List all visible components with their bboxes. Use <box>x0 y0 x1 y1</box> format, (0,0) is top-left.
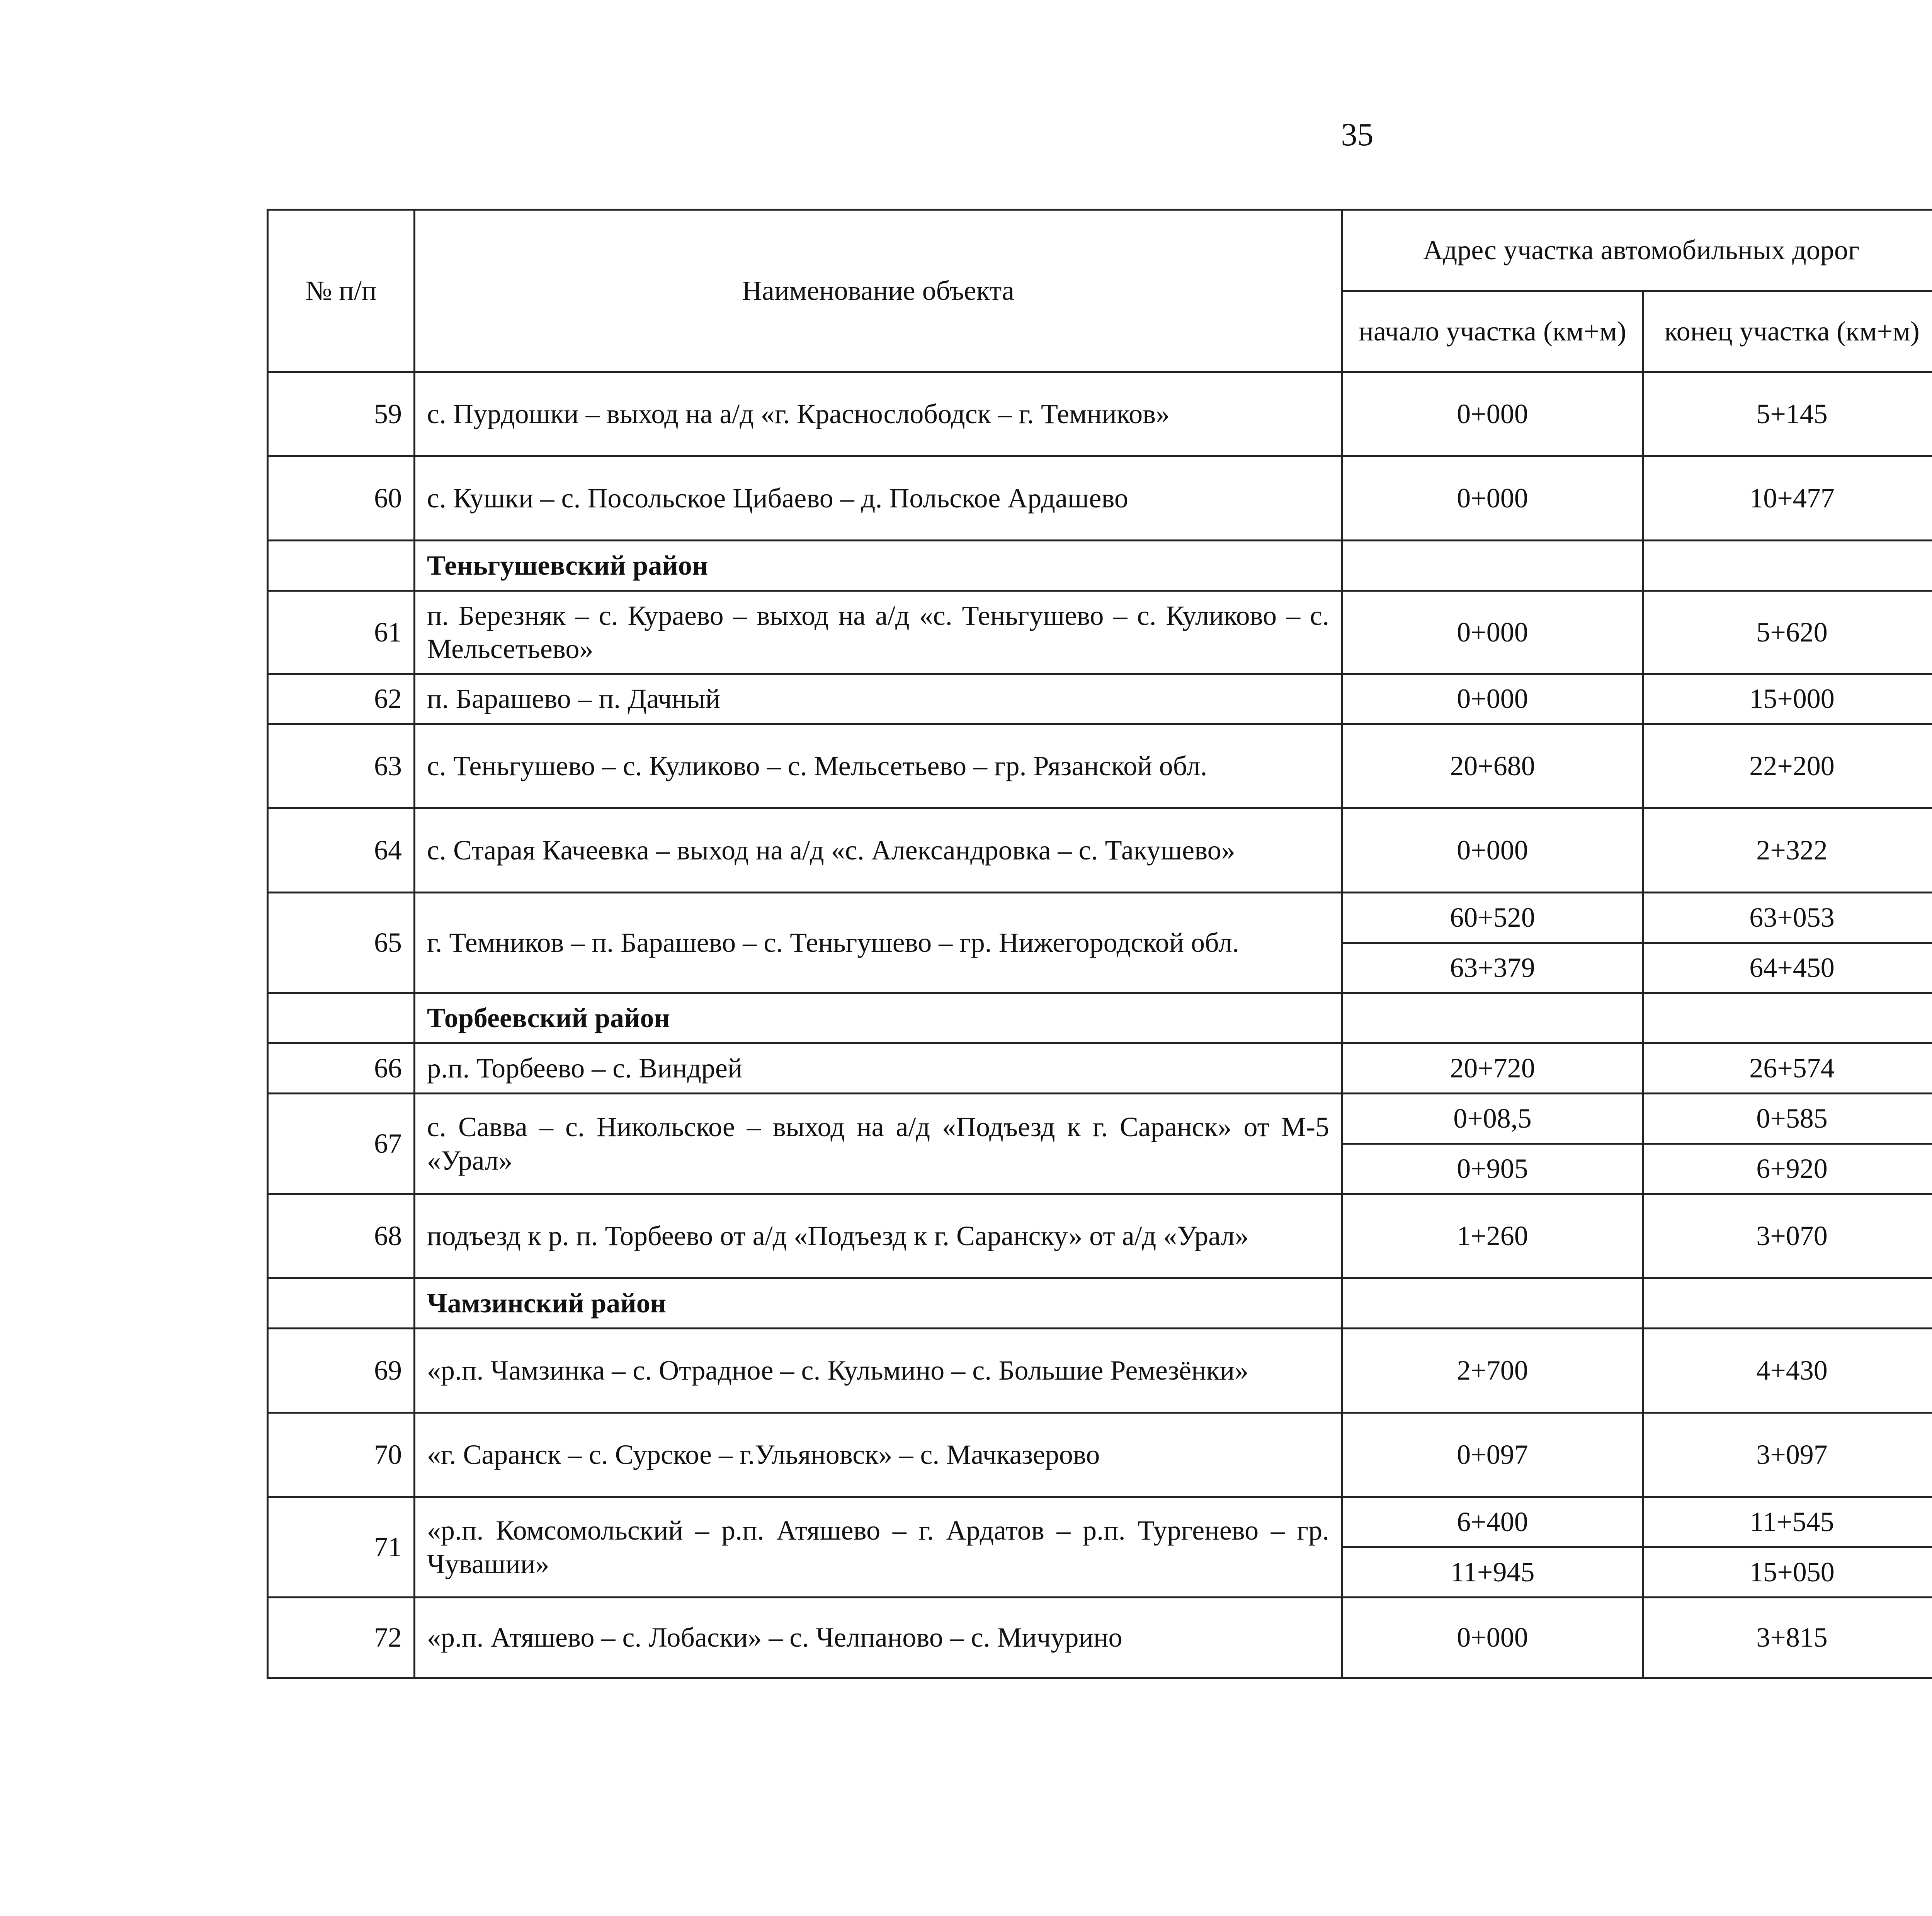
section-end: 4+430 <box>1643 1329 1932 1413</box>
object-name: г. Темников – п. Барашево – с. Теньгушево – гр. Нижегородской обл. <box>415 893 1342 993</box>
object-name: р.п. Торбеево – с. Виндрей <box>415 1043 1342 1094</box>
section-start: 63+379 <box>1342 943 1643 993</box>
object-name: «р.п. Комсомольский – р.п. Атяшево – г. Ардатов – р.п. Тургенево – гр. Чувашии» <box>415 1497 1342 1598</box>
section-end: 2+322 <box>1643 808 1932 893</box>
header-num: № п/п <box>268 210 415 372</box>
row-number: 68 <box>268 1194 415 1278</box>
section-start: 0+000 <box>1342 808 1643 893</box>
table-row <box>268 1043 1932 1094</box>
section-start: 20+680 <box>1342 724 1643 808</box>
row-number: 65 <box>268 893 415 993</box>
section-end: 15+050 <box>1643 1547 1932 1598</box>
district-name: Торбеевский район <box>415 993 1342 1043</box>
object-name: «р.п. Чамзинка – с. Отрадное – с. Кульмино – с. Большие Ремезёнки» <box>415 1329 1342 1413</box>
page-number: 35 <box>1341 117 1374 153</box>
section-start: 11+945 <box>1342 1547 1643 1598</box>
table-row <box>268 456 1932 541</box>
table-row <box>268 1497 1932 1547</box>
table-row <box>268 674 1932 724</box>
section-start: 60+520 <box>1342 893 1643 943</box>
table-row <box>268 1329 1932 1413</box>
roads-table <box>267 209 1932 1679</box>
object-name: п. Барашево – п. Дачный <box>415 674 1342 724</box>
table-row <box>268 1598 1932 1678</box>
object-name: с. Пурдошки – выход на а/д «г. Краснослободск – г. Темников» <box>415 372 1342 456</box>
row-number: 71 <box>268 1497 415 1598</box>
row-number: 69 <box>268 1329 415 1413</box>
header-end: конец участка (км+м) <box>1643 291 1932 372</box>
section-end: 64+450 <box>1643 943 1932 993</box>
object-name: «г. Саранск – с. Сурское – г.Ульяновск» – с. Мачказерово <box>415 1413 1342 1497</box>
section-start: 0+08,5 <box>1342 1094 1643 1144</box>
section-start: 0+000 <box>1342 591 1643 674</box>
table-row <box>268 808 1932 893</box>
section-end: 3+070 <box>1643 1194 1932 1278</box>
row-number: 60 <box>268 456 415 541</box>
section-end: 11+545 <box>1643 1497 1932 1547</box>
row-number: 64 <box>268 808 415 893</box>
row-number: 63 <box>268 724 415 808</box>
row-number: 67 <box>268 1094 415 1194</box>
section-end: 0+585 <box>1643 1094 1932 1144</box>
header-start: начало участка (км+м) <box>1342 291 1643 372</box>
district-name: Чамзинский район <box>415 1278 1342 1329</box>
section-start: 20+720 <box>1342 1043 1643 1094</box>
section-start: 0+000 <box>1342 674 1643 724</box>
table-row <box>268 1094 1932 1144</box>
table-row <box>268 591 1932 674</box>
table-row <box>268 893 1932 943</box>
section-start: 0+000 <box>1342 456 1643 541</box>
object-name: подъезд к р. п. Торбеево от а/д «Подъезд к г. Саранску» от а/д «Урал» <box>415 1194 1342 1278</box>
section-start: 0+097 <box>1342 1413 1643 1497</box>
header-address: Адрес участка автомобильных дорог <box>1342 210 1932 291</box>
district-row <box>268 993 1932 1043</box>
section-start: 2+700 <box>1342 1329 1643 1413</box>
row-number: 59 <box>268 372 415 456</box>
table-row <box>268 724 1932 808</box>
object-name: «р.п. Атяшево – с. Лобаски» – с. Челпаново – с. Мичурино <box>415 1598 1342 1678</box>
table-row <box>268 1194 1932 1278</box>
table-row <box>268 1413 1932 1497</box>
object-name: с. Кушки – с. Посольское Цибаево – д. Польское Ардашево <box>415 456 1342 541</box>
section-start: 1+260 <box>1342 1194 1643 1278</box>
section-end: 5+145 <box>1643 372 1932 456</box>
row-number: 70 <box>268 1413 415 1497</box>
section-end: 5+620 <box>1643 591 1932 674</box>
section-end: 26+574 <box>1643 1043 1932 1094</box>
section-end: 15+000 <box>1643 674 1932 724</box>
section-end: 3+815 <box>1643 1598 1932 1678</box>
section-start: 0+000 <box>1342 372 1643 456</box>
section-end: 3+097 <box>1643 1413 1932 1497</box>
section-end: 63+053 <box>1643 893 1932 943</box>
row-number: 66 <box>268 1043 415 1094</box>
section-end: 22+200 <box>1643 724 1932 808</box>
object-name: с. Старая Качеевка – выход на а/д «с. Александровка – с. Такушево» <box>415 808 1342 893</box>
object-name: п. Березняк – с. Кураево – выход на а/д «с. Теньгушево – с. Куликово – с. Мельсетьево» <box>415 591 1342 674</box>
district-row <box>268 541 1932 591</box>
object-name: с. Савва – с. Никольское – выход на а/д «Подъезд к г. Саранск» от М-5 «Урал» <box>415 1094 1342 1194</box>
table-row <box>268 372 1932 456</box>
section-end: 6+920 <box>1643 1144 1932 1194</box>
district-row <box>268 1278 1932 1329</box>
row-number: 62 <box>268 674 415 724</box>
row-number: 72 <box>268 1598 415 1678</box>
row-number: 61 <box>268 591 415 674</box>
section-start: 0+905 <box>1342 1144 1643 1194</box>
section-start: 0+000 <box>1342 1598 1643 1678</box>
district-name: Теньгушевский район <box>415 541 1342 591</box>
object-name: с. Теньгушево – с. Куликово – с. Мельсетьево – гр. Рязанской обл. <box>415 724 1342 808</box>
section-start: 6+400 <box>1342 1497 1643 1547</box>
header-name: Наименование объекта <box>415 210 1342 372</box>
section-end: 10+477 <box>1643 456 1932 541</box>
